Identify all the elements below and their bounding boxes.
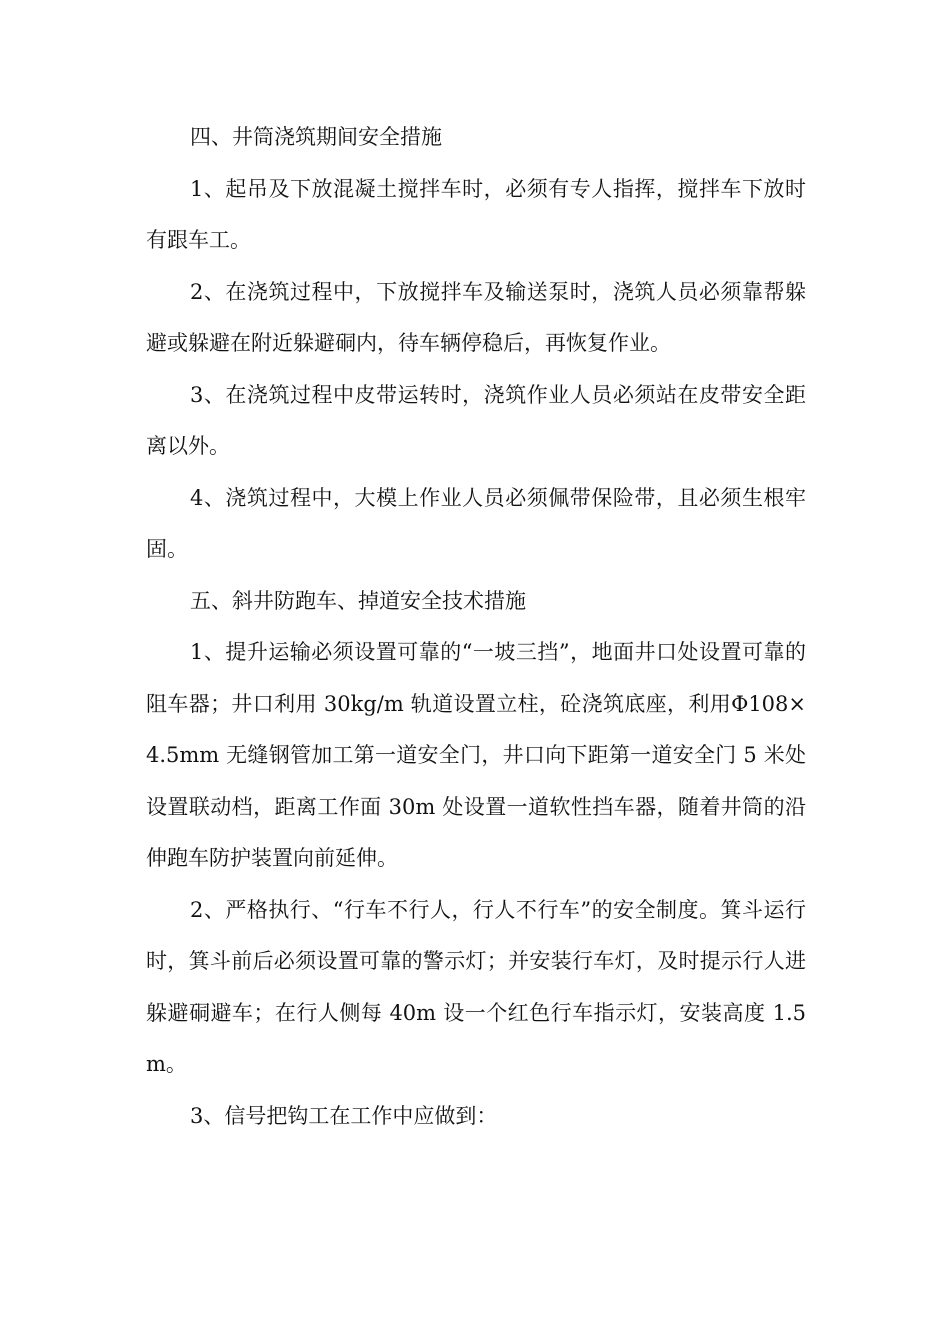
section-4-item-4: 4、浇筑过程中，大模上作业人员必须佩带保险带，且必须生根牢固。 bbox=[146, 485, 806, 561]
section-5-item-1: 1、提升运输必须设置可靠的“一坡三挡”，地面井口处设置可靠的阻车器；井口利用 30kg/m 轨道设置立柱，砼浇筑底座，利用Φ108×4.5mm 无缝钢管加工第一道安全门，井口向下距第一道安全门 5 米处设置联动档，距离工作面 30m 处设置一道软性挡车器，随着井筒的沿伸跑车防护装置向前延伸。 bbox=[146, 640, 806, 870]
section-5-item-3: 3、信号把钩工在工作中应做到： bbox=[190, 1103, 498, 1128]
section-4-item-2: 2、在浇筑过程中，下放搅拌车及输送泵时，浇筑人员必须靠帮躲避或躲避在附近躲避硐内，待车辆停稳后，再恢复作业。 bbox=[146, 279, 806, 355]
section-4-item-3: 3、在浇筑过程中皮带运转时，浇筑作业人员必须站在皮带安全距离以外。 bbox=[146, 382, 806, 458]
document-body bbox=[146, 112, 806, 1142]
section-4-item-1: 1、起吊及下放混凝土搅拌车时，必须有专人指挥，搅拌车下放时有跟车工。 bbox=[146, 176, 806, 252]
section-5-item-2: 2、严格执行、“行车不行人，行人不行车”的安全制度。箕斗运行时，箕斗前后必须设置可靠的警示灯；并安装行车灯，及时提示行人进躲避硐避车；在行人侧每 40m 设一个红色行车指示灯，安装高度 1.5m。 bbox=[146, 897, 806, 1076]
section-5-heading: 五、斜井防跑车、掉道安全技术措施 bbox=[190, 588, 526, 613]
section-4-heading: 四、井筒浇筑期间安全措施 bbox=[190, 125, 442, 149]
